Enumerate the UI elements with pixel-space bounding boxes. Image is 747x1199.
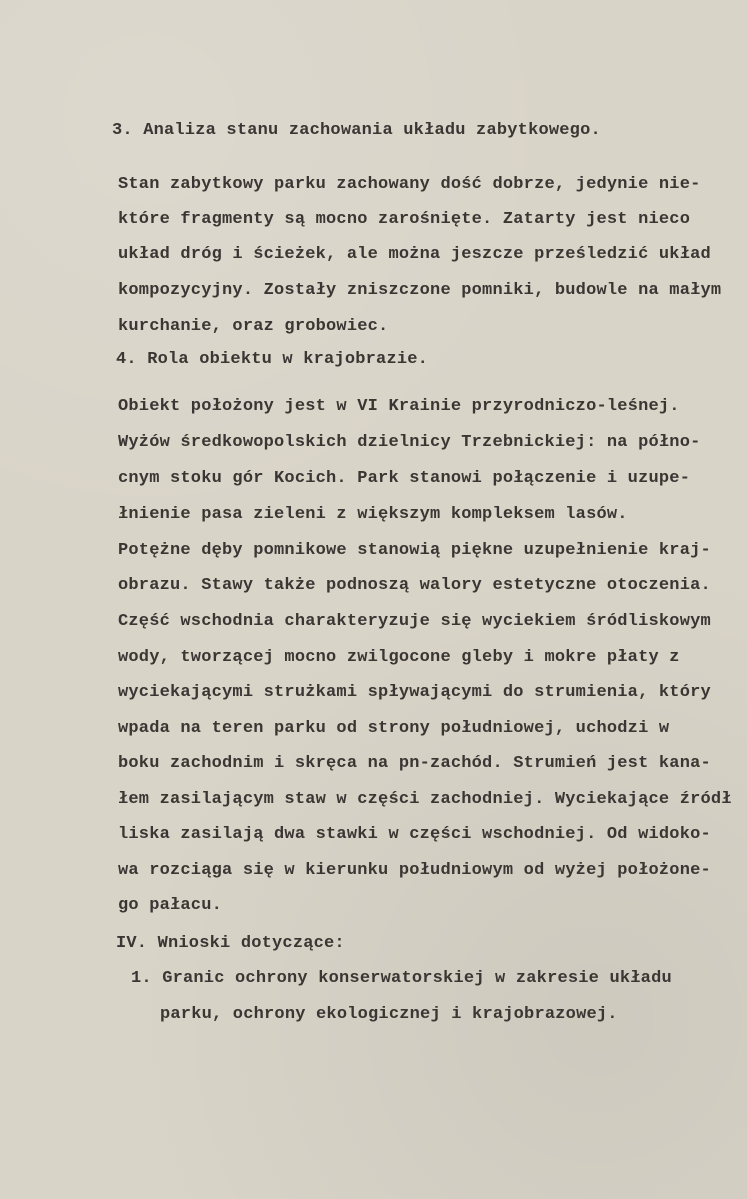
paragraph-line: kurchanie, oraz grobowiec. bbox=[118, 317, 389, 336]
paragraph-line: łnienie pasa zieleni z większym kompleksem lasów. bbox=[118, 505, 628, 524]
paragraph-line: boku zachodnim i skręca na pn-zachód. Strumień jest kana- bbox=[118, 754, 711, 773]
list-item-1-continuation: parku, ochrony ekologicznej i krajobrazowej. bbox=[160, 1005, 618, 1024]
paragraph-line: łem zasilającym staw w części zachodniej. Wyciekające źródł bbox=[118, 790, 732, 809]
paragraph-line: go pałacu. bbox=[118, 896, 223, 915]
paragraph-line: Wyżów średkowopolskich dzielnicy Trzebnickiej: na półno- bbox=[118, 433, 701, 452]
paragraph-line: liska zasilają dwa stawki w części wschodniej. Od widoko- bbox=[118, 825, 711, 844]
paragraph-line: Obiekt położony jest w VI Krainie przyrodniczo-leśnej. bbox=[118, 397, 680, 416]
paragraph-line: wody, tworzącej mocno zwilgocone gleby i mokre płaty z bbox=[118, 648, 680, 667]
paragraph-line: obrazu. Stawy także podnoszą walory estetyczne otoczenia. bbox=[118, 576, 711, 595]
paragraph-line: które fragmenty są mocno zarośnięte. Zatarty jest nieco bbox=[118, 210, 691, 229]
paragraph-line: wa rozciąga się w kierunku południowym od wyżej położone- bbox=[118, 861, 711, 880]
section-3-heading: 3. Analiza stanu zachowania układu zabytkowego. bbox=[112, 121, 601, 140]
section-iv-heading: IV. Wnioski dotyczące: bbox=[116, 934, 345, 953]
paragraph-line: wyciekającymi strużkami spływającymi do strumienia, który bbox=[118, 683, 711, 702]
paragraph-line: układ dróg i ścieżek, ale można jeszcze prześledzić układ bbox=[118, 245, 711, 264]
list-item-1: 1. Granic ochrony konserwatorskiej w zakresie układu bbox=[131, 969, 672, 988]
paragraph-line: wpada na teren parku od strony południowej, uchodzi w bbox=[118, 719, 670, 738]
paragraph-line: kompozycyjny. Zostały zniszczone pomniki, budowle na małym bbox=[118, 281, 722, 300]
paragraph-line: Część wschodnia charakteryzuje się wyciekiem śródliskowym bbox=[118, 612, 711, 631]
paragraph-line: Stan zabytkowy parku zachowany dość dobrze, jedynie nie- bbox=[118, 175, 701, 194]
section-4-heading: 4. Rola obiektu w krajobrazie. bbox=[116, 350, 429, 369]
paragraph-line: Potężne dęby pomnikowe stanowią piękne uzupełnienie kraj- bbox=[118, 541, 711, 560]
paragraph-line: cnym stoku gór Kocich. Park stanowi połączenie i uzupe- bbox=[118, 469, 691, 488]
